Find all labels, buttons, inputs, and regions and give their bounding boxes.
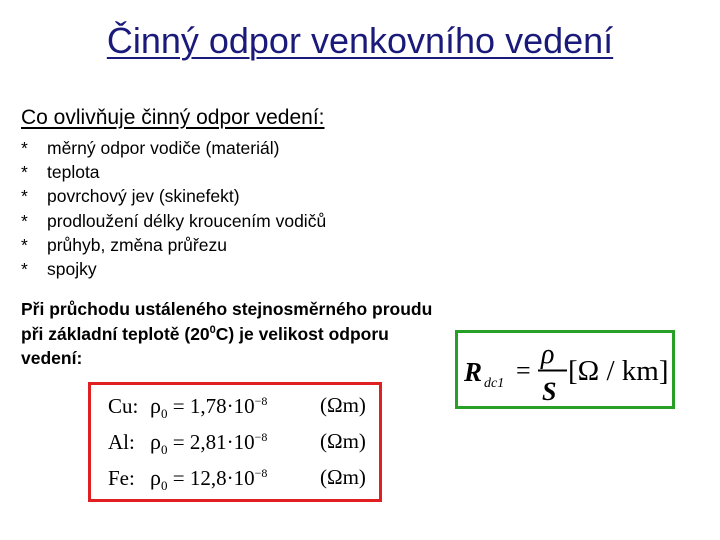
list-item	[21, 233, 326, 257]
formula-lhs: R	[464, 357, 483, 387]
rho-subscript: 0	[160, 478, 168, 494]
resistivity-box	[88, 382, 382, 502]
section-subtitle: Co ovlivňuje činný odpor vedení:	[21, 106, 325, 129]
list-item	[21, 257, 326, 281]
paragraph-text-before: Při průchodu ustáleného stejnosměrného proudu při základní teplotě (20	[21, 299, 433, 344]
resistivity-exponent: −8	[254, 430, 268, 444]
list-item	[21, 160, 326, 184]
bullet-marker: *	[21, 259, 28, 280]
bullet-marker: *	[21, 210, 28, 231]
resistivity-unit: (Ωm)	[320, 393, 366, 417]
factor-text: prodloužení délky kroucením vodičů	[47, 210, 327, 231]
resistivity-unit: (Ωm)	[320, 465, 366, 489]
rho-subscript: 0	[160, 406, 168, 422]
resistivity-row-cu	[108, 393, 366, 422]
page-title: Činný odpor venkovního vedení	[106, 20, 614, 61]
resistivity-row-al	[108, 429, 366, 458]
resistivity-value: = 2,81·10	[172, 430, 255, 454]
paragraph-text-after: C) je velikost odporu vedení:	[21, 323, 389, 368]
factor-text: povrchový jev (skinefekt)	[47, 186, 240, 207]
list-item	[21, 184, 326, 208]
factor-text: teplota	[47, 162, 100, 183]
element-label: Fe:	[108, 466, 135, 490]
resistivity-unit: (Ωm)	[320, 429, 366, 453]
resistivity-exponent: −8	[254, 394, 268, 408]
resistivity-value: = 1,78·10	[172, 394, 255, 418]
resistivity-row-fe	[108, 465, 366, 494]
formula-unit: [Ω / km]	[568, 355, 669, 387]
factor-text: spojky	[47, 259, 97, 280]
resistivity-value: = 12,8·10	[172, 466, 255, 490]
factor-text: průhyb, změna průřezu	[47, 234, 227, 255]
bullet-marker: *	[21, 186, 28, 207]
rho-symbol: ρ	[150, 429, 161, 454]
resistance-formula	[458, 333, 672, 406]
bullet-marker: *	[21, 234, 28, 255]
factor-text: měrný odpor vodiče (materiál)	[47, 138, 280, 158]
rho-symbol: ρ	[150, 465, 161, 490]
factor-list	[21, 136, 326, 281]
paragraph-superscript: 0	[209, 323, 216, 336]
formula-numerator: ρ	[541, 339, 555, 370]
element-label: Al:	[108, 430, 135, 454]
rho-symbol: ρ	[150, 393, 161, 418]
bullet-marker: *	[21, 138, 28, 158]
list-item	[21, 209, 326, 233]
list-item	[21, 136, 326, 160]
formula-denominator: S	[542, 377, 557, 406]
formula-equals: =	[516, 356, 531, 385]
resistivity-exponent: −8	[254, 466, 268, 480]
resistance-formula-box	[455, 330, 675, 409]
rho-subscript: 0	[160, 442, 168, 458]
element-label: Cu:	[108, 394, 139, 418]
formula-lhs-subscript: dc1	[484, 376, 505, 391]
bullet-marker: *	[21, 162, 28, 183]
dc-resistance-paragraph	[21, 297, 441, 371]
